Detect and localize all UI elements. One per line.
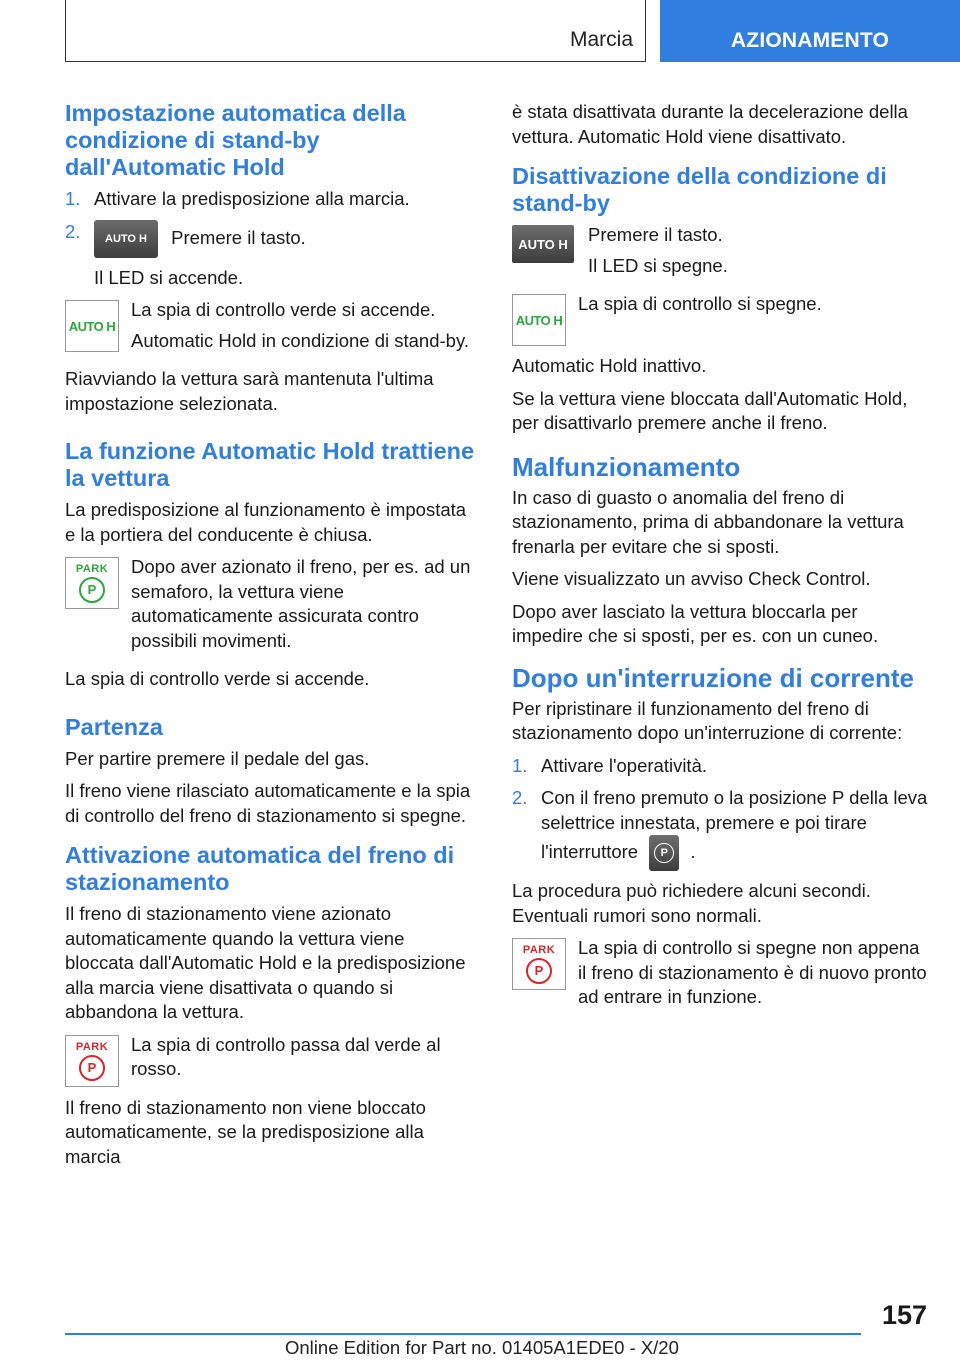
lamp-note: [65, 298, 477, 359]
paragraph: La procedura può richiedere alcuni secondi.: [512, 880, 871, 901]
park-p-symbol: P: [526, 958, 552, 984]
step-item: [65, 187, 477, 212]
paragraph: Viene visualizzato un avviso Check Control.: [512, 568, 871, 589]
parking-brake-switch-icon: P: [649, 835, 679, 871]
park-red-lamp-icon: [512, 938, 566, 990]
step-text: Attivare l'operatività.: [541, 754, 707, 776]
step-number: 2.: [512, 787, 528, 808]
heading-auto-standby: Impostazione automatica della condizione di stand-by dall'Automatic Hold: [65, 100, 406, 180]
steps-list: [65, 187, 477, 258]
steps-list: [512, 754, 930, 872]
left-column: [65, 100, 477, 1177]
page-number: 157: [881, 1300, 927, 1330]
heading-partenza: Partenza: [65, 713, 163, 740]
footer-divider: [65, 1333, 861, 1335]
lamp-text: Dopo aver azionato il freno, per es. ad un semaforo, la vettura viene automaticamente assicurata contro possibili movimenti.: [131, 556, 471, 651]
paragraph: Se la vettura viene bloccata dall'Automatic Hold, per disattivarlo premere anche il freno.: [512, 387, 908, 433]
park-red-lamp-icon: [65, 1035, 119, 1087]
paragraph: Dopo aver lasciato la vettura bloccarla per impedire che si sposti, per es. con un cuneo.: [512, 600, 879, 646]
step-number: 1.: [65, 188, 81, 209]
park-p-symbol: P: [79, 1055, 105, 1081]
paragraph: La spia di controllo verde si accende.: [65, 668, 370, 689]
lamp-text: La spia di controllo si spegne.: [578, 293, 822, 314]
auto-h-lamp-icon: AUTO H: [512, 294, 566, 346]
step-item: [512, 786, 930, 871]
step-number: 1.: [512, 754, 528, 776]
auto-h-button-icon: AUTO H: [94, 220, 158, 258]
paragraph: è stata disattivata durante la decelerazione della vettura. Automatic Hold viene disattivato.: [512, 101, 908, 147]
paragraph: Il freno di stazionamento non viene bloccato automaticamente, se la predisposizione alla marcia: [65, 1096, 426, 1167]
step-item: [512, 754, 930, 779]
paragraph: Eventuali rumori sono normali.: [512, 904, 762, 926]
paragraph: Automatic Hold inattivo.: [512, 355, 707, 376]
lamp-text: Automatic Hold in condizione di stand-by.: [131, 329, 469, 351]
chapter-tab: AZIONAMENTO: [660, 0, 960, 62]
heading-automatic-hold: La funzione Automatic Hold trattiene la vettura: [65, 438, 475, 491]
paragraph: Riavviando la vettura sarà mantenuta l'ultima impostazione selezionata.: [65, 368, 434, 414]
step-text: Premere il tasto.: [171, 226, 306, 248]
step-text: Con il freno premuto o la posizione P della leva selettrice innestata, premere e poi tirare: [541, 787, 928, 833]
lamp-text: La spia di controllo verde si accende.: [131, 299, 436, 320]
paragraph: In caso di guasto o anomalia del freno di stazionamento, prima di abbandonare la vettura frenarla per evitare che si sposti.: [512, 486, 904, 557]
paragraph: Per partire premere il pedale del gas.: [65, 747, 370, 769]
lamp-note: [512, 936, 930, 1016]
footer-edition: Online Edition for Part no. 01405A1EDE0 - X/20: [285, 1337, 679, 1358]
step-text-end: .: [690, 840, 696, 862]
park-label: PARK: [522, 944, 556, 956]
right-column: [512, 100, 930, 1024]
park-green-lamp-icon: [65, 557, 119, 609]
paragraph: Per ripristinare il funzionamento del freno di stazionamento dopo un'interruzione di corrente:: [512, 697, 903, 743]
step-text: l'interruttore: [541, 840, 639, 862]
paragraph: La predisposizione al funzionamento è impostata e la portiera del conducente è chiusa.: [65, 499, 467, 545]
paragraph: Il freno viene rilasciato automaticamente e la spia di controllo del freno di stazionamento si spegne.: [65, 780, 471, 826]
lamp-note: [512, 292, 930, 346]
header-section-box: [65, 0, 646, 62]
auto-h-lamp-icon: AUTO H: [65, 300, 119, 352]
park-p-symbol: P: [79, 577, 105, 603]
heading-malfunction: Malfunzionamento: [512, 451, 741, 482]
button-text: Premere il tasto.: [588, 224, 723, 245]
park-label: PARK: [75, 563, 109, 575]
lamp-text: La spia di controllo si spegne non appena il freno di stazionamento è di nuovo pronto ad entrare in funzione.: [578, 937, 927, 1007]
step-subtext: Il LED si accende.: [94, 266, 244, 288]
step-text: Attivare la predisposizione alla marcia.: [94, 188, 410, 209]
button-text: Il LED si spegne.: [588, 254, 728, 276]
button-note: [512, 223, 930, 284]
heading-deactivate-standby: Disattivazione della condizione di stand-by: [512, 163, 887, 216]
paragraph: Il freno di stazionamento viene azionato automaticamente quando la vettura viene bloccata dall'Automatic Hold e la predisposizione alla marcia viene disattivata o quando si abbandona la vettura.: [65, 903, 466, 1022]
heading-auto-parking-brake: Attivazione automatica del freno di stazionamento: [65, 842, 455, 895]
lamp-note: [65, 1033, 477, 1088]
lamp-text: La spia di controllo passa dal verde al rosso.: [131, 1033, 441, 1079]
park-label: PARK: [75, 1040, 109, 1053]
lamp-note: [65, 555, 477, 659]
auto-h-button-icon: AUTO H: [512, 225, 574, 263]
step-number: 2.: [65, 220, 81, 242]
section-title: Marcia: [569, 28, 633, 51]
step-item: [65, 220, 477, 258]
heading-power-interruption: Dopo un'interruzione di corrente: [512, 662, 914, 693]
